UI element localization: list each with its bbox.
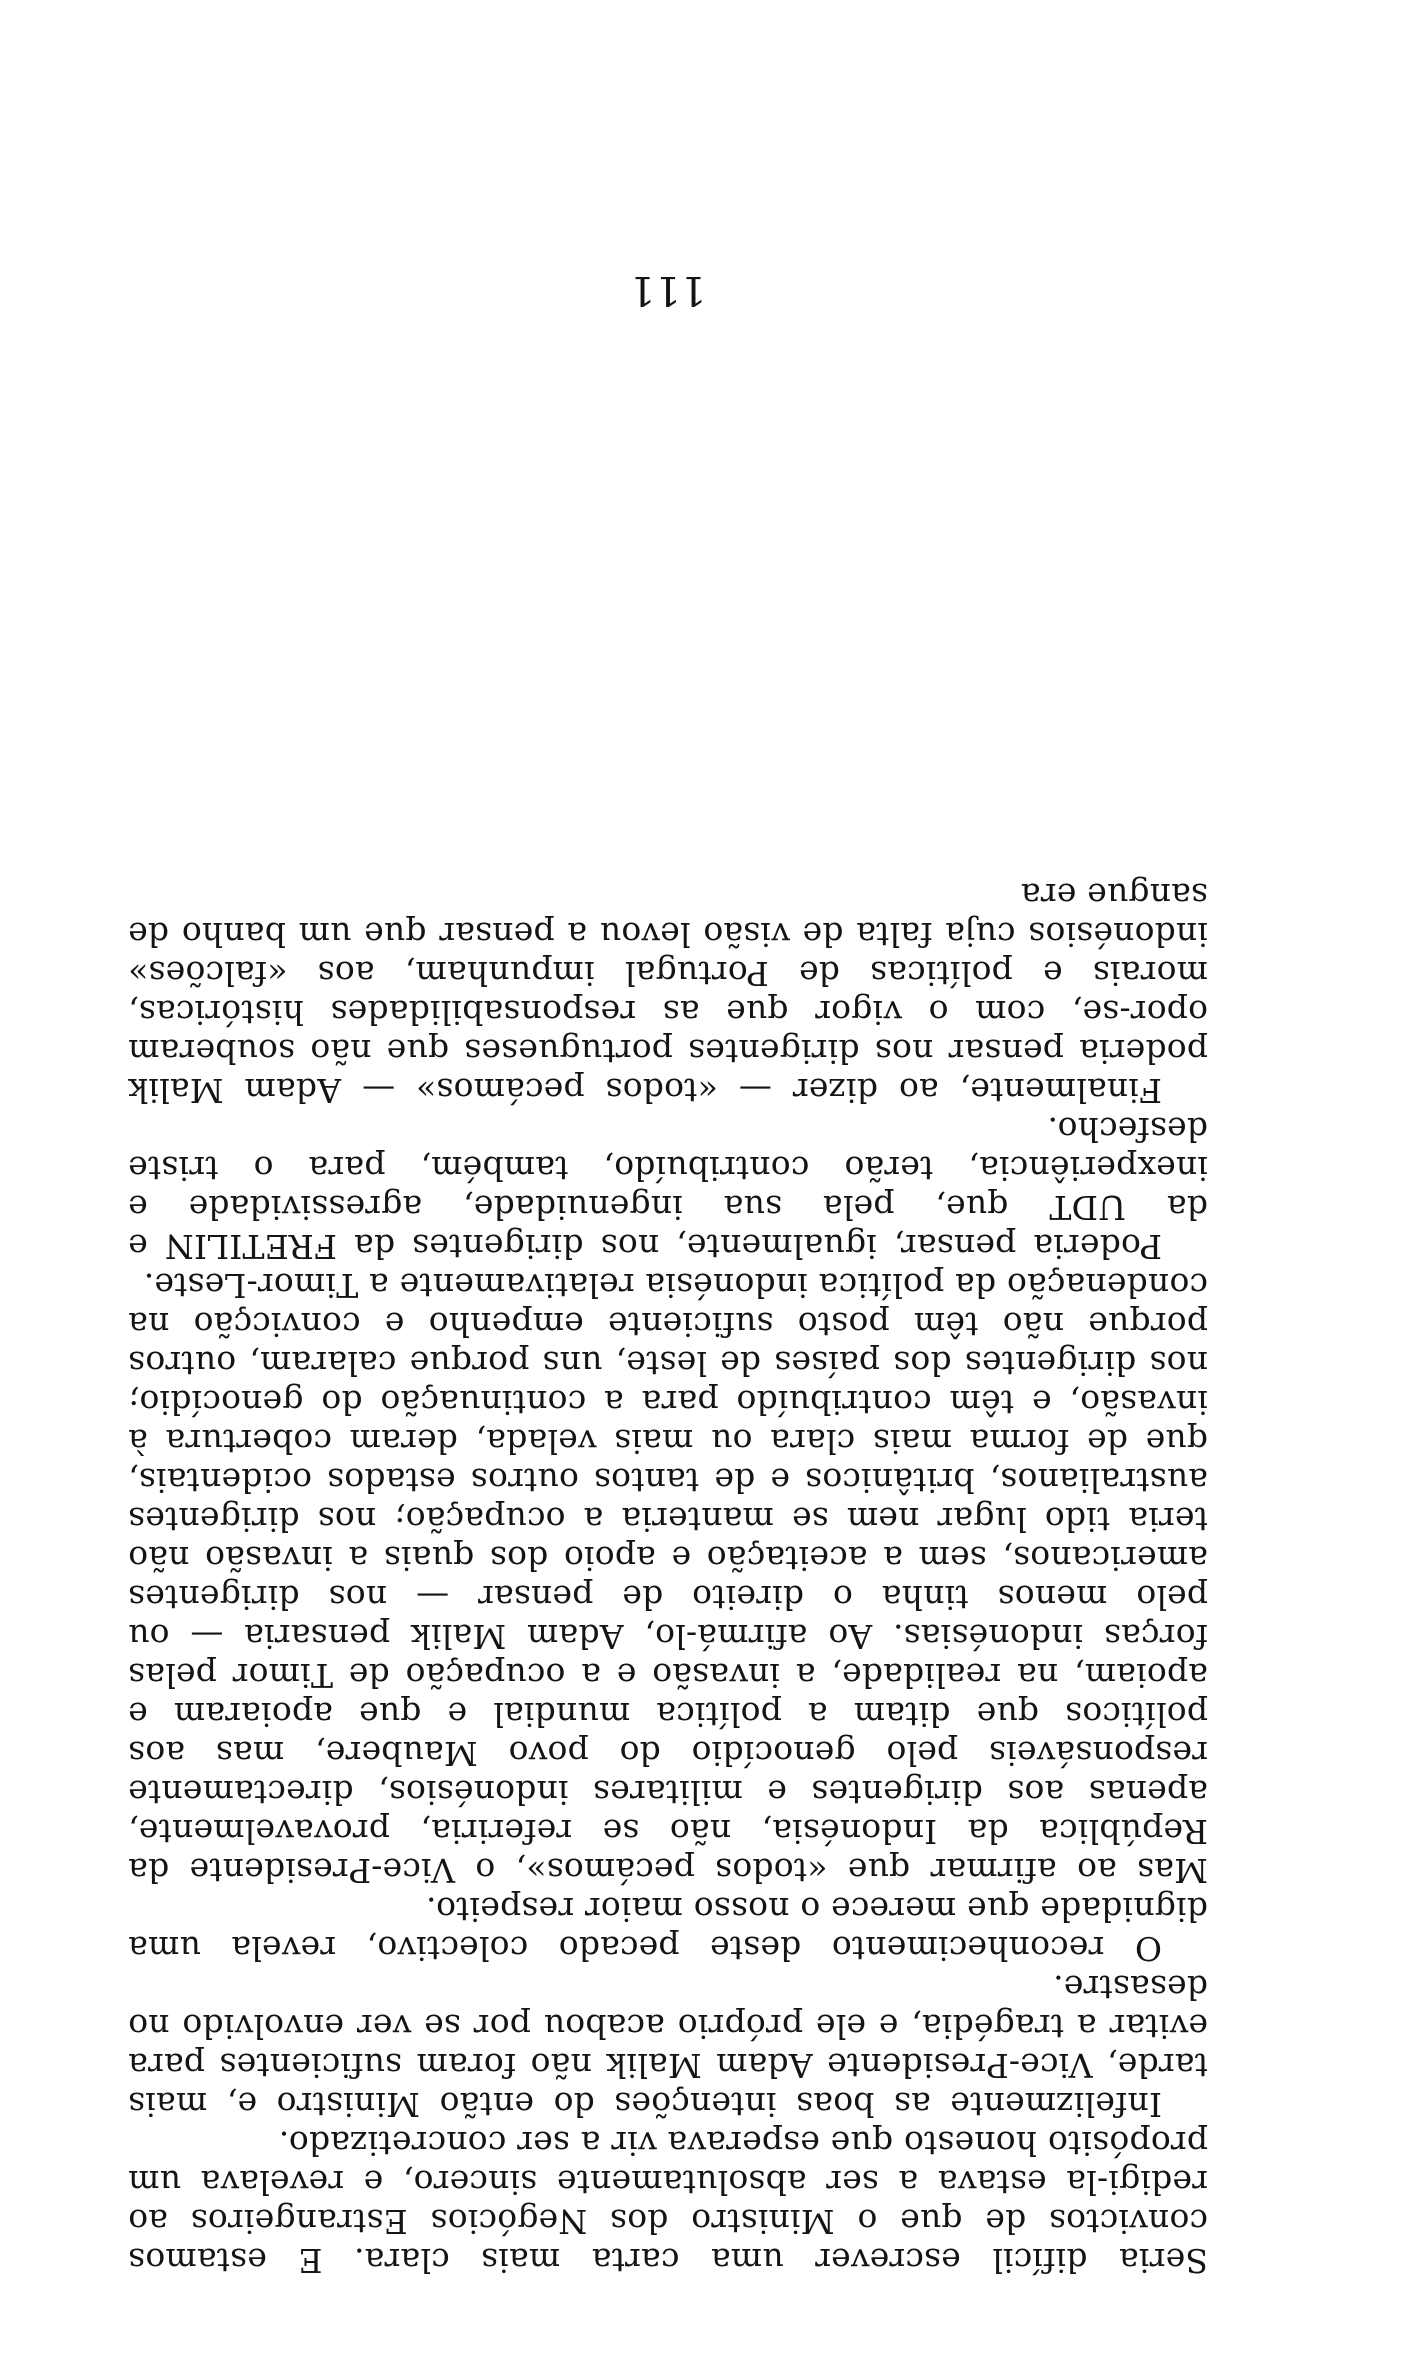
- paragraph-5: Poderia pensar, igualmente, nos dirigentes da FRETILIN e da UDT que, pela sua ingenuidade, agressividade e inexperiência, terão contribuído, também, para o triste desfecho.: [128, 1110, 1208, 1266]
- page-number: 111: [629, 267, 707, 313]
- paragraph-4: Mas ao afirmar que «todos pecámos», o Vice-Presidente da República da Indonésia, não se referiria, provavelmente, apenas aos dirigentes e militares indonésios, directamente responsáveis pelo genocídio do povo Maubere, mas aos políticos que ditam a política mundial e que apoiaram e apoiam, na realidade, a invasão e a ocupação de Timor pelas forças indonésias. Ao afirmá-lo, Adam Malik pensaria — ou pelo menos tinha o direito de pensar — nos dirigentes americanos, sem a aceitação e apoio dos quais a invasão não teria tido lugar nem se manteria a ocupação; nos dirigentes australianos, britânicos e de tantos outros estados ocidentais, que de forma mais clara ou mais velada, deram cobertura à invasão, e têm contribuído para a continuação do genocídio; nos dirigentes dos países de leste, uns porque calaram, outros porque não têm posto suficiente empenho e convicção na condenação da política indonésia relativamente a Timor-Leste.: [128, 1266, 1208, 1890]
- paragraph-1: Seria difícil escrever uma carta mais clara. E estamos convictos de que o Ministro dos Negócios Estrangeiros ao redigi-la estava a ser absolutamente sincero, e revelava um propósito honesto que esperava vir a ser concretizado.: [128, 2124, 1208, 2280]
- body-text: [128, 876, 1208, 2280]
- paragraph-2: Infelizmente as boas intenções do então Ministro e, mais tarde, Vice-Presidente Adam Malik não foram suficientes para evitar a tragédia, e ele próprio acabou por se ver envolvido no desastre.: [128, 1968, 1208, 2124]
- paragraph-6: Finalmente, ao dizer — «todos pecámos» — Adam Malik poderia pensar nos dirigentes portugueses que não souberam opor-se, com o vigor que as responsabilidades históricas, morais e políticas de Portugal impunham, aos «falcões» indonésios cuja falta de visão levou a pensar que um banho de sangue era: [128, 876, 1208, 1110]
- paragraph-3: O reconhecimento deste pecado colectivo, revela uma dignidade que merece o nosso maior respeito.: [128, 1890, 1208, 1968]
